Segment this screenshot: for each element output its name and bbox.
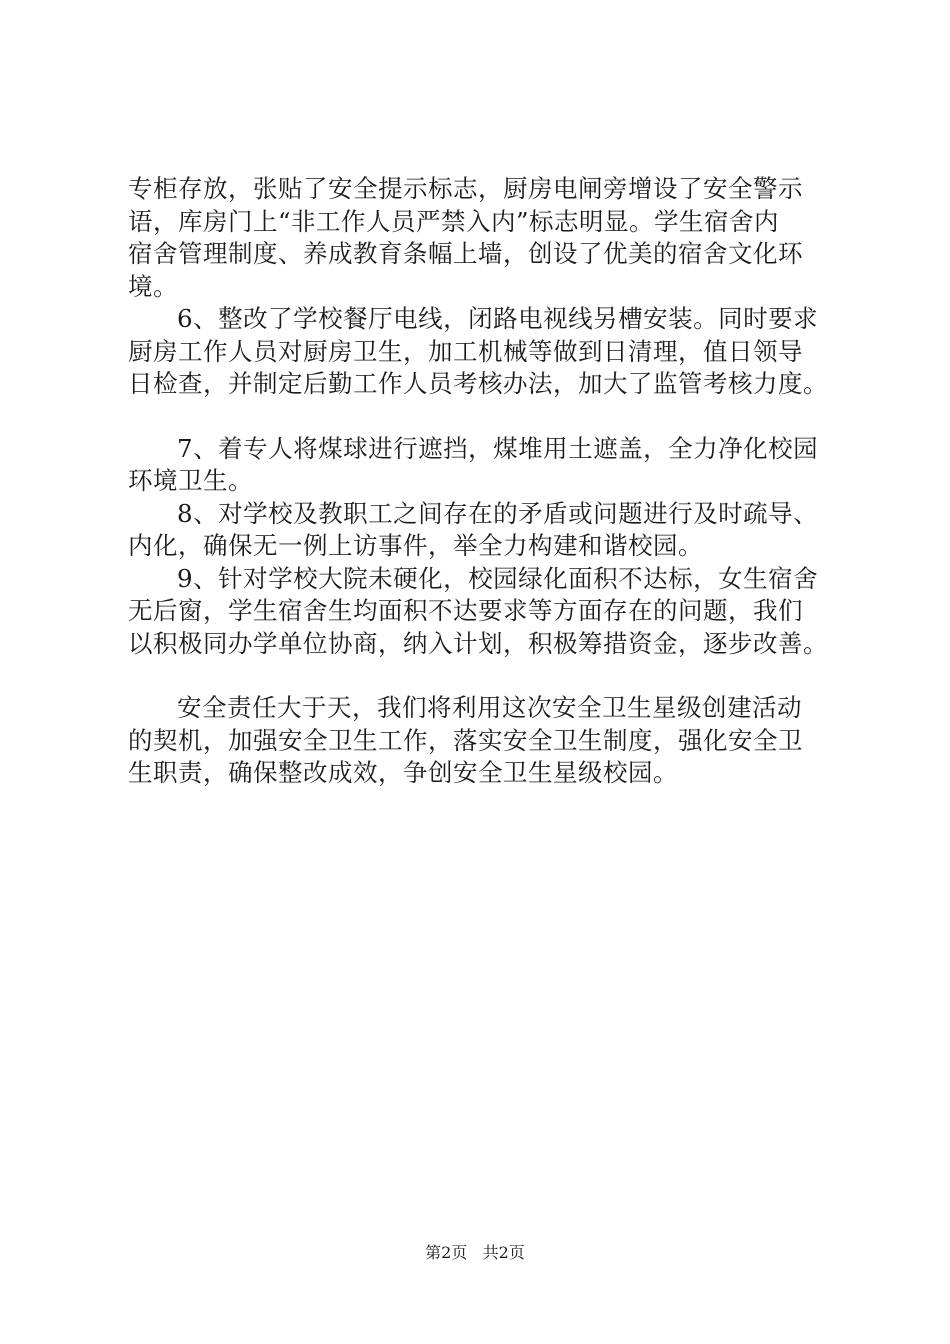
paragraph-item-9	[128, 563, 850, 661]
text-line: 8、对学校及教职工之间存在的矛盾或问题进行及时疏导、	[177, 498, 819, 528]
text-line: 境。	[128, 271, 178, 301]
text-line: 6、整改了学校餐厅电线，闭路电视线另槽安装。同时要求	[177, 304, 819, 333]
total-pages-label: 共2页	[482, 1243, 525, 1262]
text-line: 环境卫生。	[128, 466, 253, 495]
text-line: 9、针对学校大院未硬化，校园绿化面积不达标，女生宿舍	[177, 563, 819, 593]
text-line: 内化，确保无一例上访事件，举全力构建和谐校园。	[128, 531, 703, 560]
paragraph-spacer	[128, 401, 850, 433]
text-line: 无后窗，学生宿舍生均面积不达要求等方面存在的问题，我们	[128, 596, 803, 625]
text-line: 专柜存放，张贴了安全提示标志，厨房电闸旁增设了安全警示	[128, 174, 803, 203]
text-line: 日检查，并制定后勤工作人员考核办法，加大了监管考核力度。	[128, 369, 828, 398]
page-footer	[0, 1243, 950, 1263]
text-line: 以积极同办学单位协商，纳入计划，积极筹措资金，逐步改善。	[128, 628, 828, 658]
text-line: 宿舍管理制度、养成教育条幅上墙，创设了优美的宿舍文化环	[128, 239, 803, 268]
text-line: 安全责任大于天，我们将利用这次安全卫生星级创建活动	[177, 693, 802, 722]
paragraph-item-6	[128, 303, 850, 401]
paragraph-item-7	[128, 433, 850, 498]
paragraph-continuation	[128, 173, 850, 303]
footer-separator	[472, 1243, 477, 1263]
text-line: 生职责，确保整改成效，争创安全卫生星级校园。	[128, 758, 678, 787]
text-line: 厨房工作人员对厨房卫生，加工机械等做到日清理，值日领导	[128, 336, 803, 366]
paragraph-item-8	[128, 498, 850, 563]
paragraph-spacer	[128, 660, 850, 692]
text-line: 的契机，加强安全卫生工作，落实安全卫生制度，强化安全卫	[128, 725, 803, 755]
text-line: 7、着专人将煤球进行遮挡，煤堆用土遮盖，全力净化校园	[177, 433, 819, 463]
text-line: 语，库房门上“非工作人员严禁入内”标志明显。学生宿舍内	[128, 206, 780, 236]
paragraph-conclusion	[128, 692, 850, 790]
current-page-label: 第2页	[425, 1243, 468, 1262]
document-body	[128, 173, 850, 790]
